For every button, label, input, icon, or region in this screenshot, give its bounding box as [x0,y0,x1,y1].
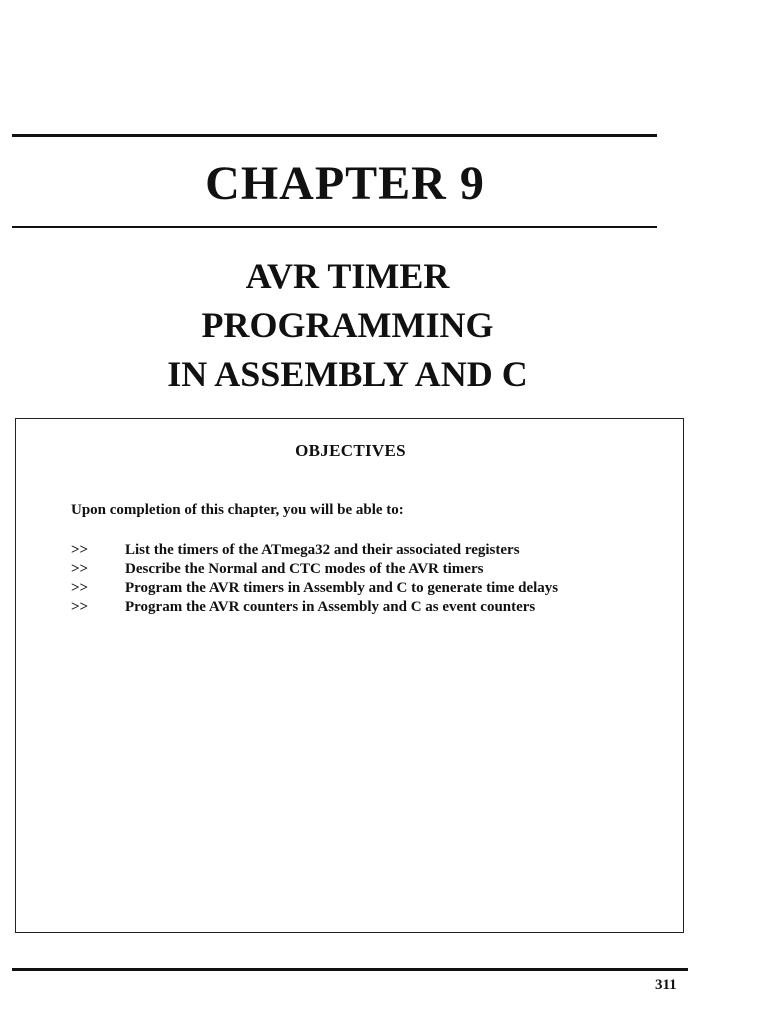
title-line: IN ASSEMBLY AND C [167,354,528,394]
objective-text: Program the AVR timers in Assembly and C to generate time delays [125,580,559,596]
objectives-intro: Upon completion of this chapter, you will be able to: [71,502,404,518]
objective-item [71,541,558,560]
objectives-box [15,418,684,933]
chapter-title [0,252,695,399]
objective-text: Describe the Normal and CTC modes of the AVR timers [125,561,484,577]
objectives-list [71,541,558,617]
objective-item [71,560,558,579]
bullet-marker: >> [71,580,89,596]
title-line: AVR TIMER [245,256,450,296]
page-number: 311 [655,977,677,993]
chapter-rule [12,226,657,228]
bullet-marker: >> [71,599,89,615]
objectives-heading: OBJECTIVES [295,441,406,460]
bullet-marker: >> [71,561,89,577]
objective-item [71,579,558,598]
objective-text: Program the AVR counters in Assembly and C as event counters [125,599,536,615]
title-line: PROGRAMMING [201,305,494,345]
objective-item [71,598,558,617]
objective-text: List the timers of the ATmega32 and their associated registers [125,542,520,558]
top-rule [12,134,657,137]
chapter-label: CHAPTER 9 [205,157,485,210]
bullet-marker: >> [71,542,89,558]
footer-rule [12,968,688,971]
